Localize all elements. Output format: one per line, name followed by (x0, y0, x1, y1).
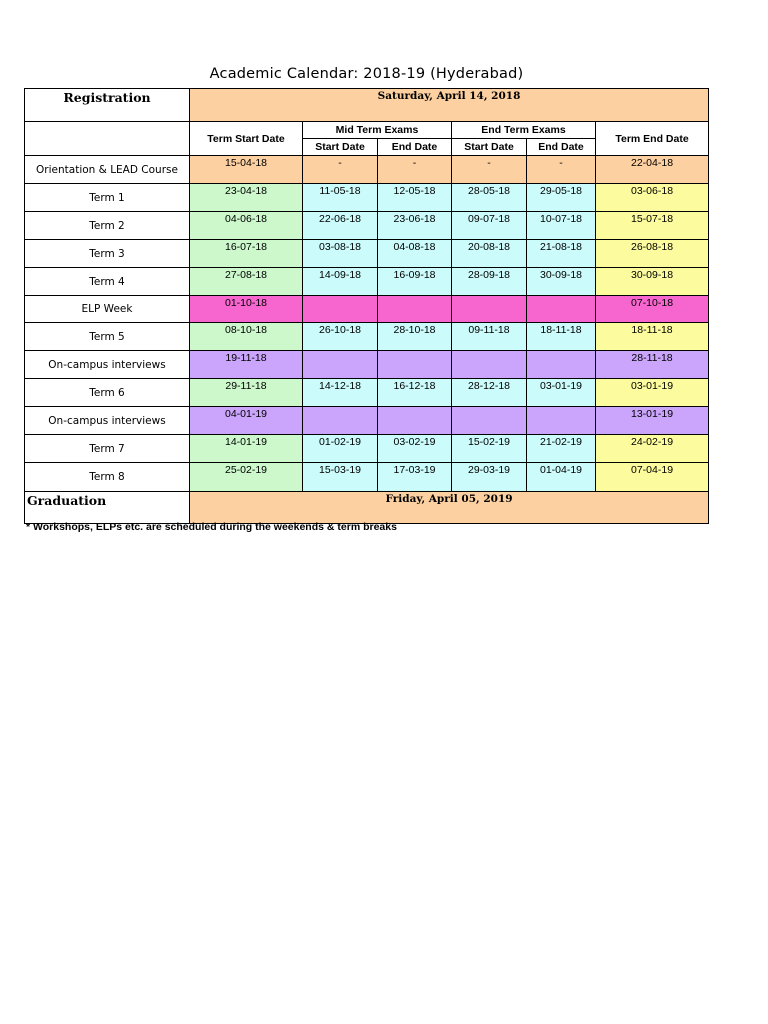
header-end-term: End Term Exams (452, 122, 596, 139)
mid-end-cell: 12-05-18 (378, 184, 452, 212)
mid-start-cell: 26-10-18 (303, 323, 378, 351)
table-row (25, 351, 709, 379)
registration-row (25, 89, 709, 122)
term-end-cell: 28-11-18 (596, 351, 709, 379)
term-start-cell: 14-01-19 (190, 435, 303, 463)
term-end-cell: 07-04-19 (596, 463, 709, 492)
mid-end-cell: 03-02-19 (378, 435, 452, 463)
mid-end-cell: 16-09-18 (378, 268, 452, 296)
mid-end-cell: - (378, 156, 452, 184)
mid-end-cell: 17-03-19 (378, 463, 452, 492)
row-label: On-campus interviews (25, 407, 190, 435)
end-end-cell (527, 407, 596, 435)
term-start-cell: 01-10-18 (190, 296, 303, 323)
graduation-date: Friday, April 05, 2019 (190, 492, 709, 524)
end-start-cell (452, 407, 527, 435)
footnote: * Workshops, ELPs etc. are scheduled during the weekends & term breaks (26, 521, 397, 533)
term-end-cell: 15-07-18 (596, 212, 709, 240)
term-end-cell: 22-04-18 (596, 156, 709, 184)
end-end-cell: 29-05-18 (527, 184, 596, 212)
header-mid-start: Start Date (303, 139, 378, 156)
row-label: ELP Week (25, 296, 190, 323)
term-end-cell: 03-01-19 (596, 379, 709, 407)
table-row (25, 435, 709, 463)
table-row (25, 156, 709, 184)
end-start-cell: 29-03-19 (452, 463, 527, 492)
end-end-cell: - (527, 156, 596, 184)
row-label: Term 6 (25, 379, 190, 407)
end-start-cell: 09-11-18 (452, 323, 527, 351)
term-start-cell: 19-11-18 (190, 351, 303, 379)
mid-start-cell: 03-08-18 (303, 240, 378, 268)
mid-start-cell (303, 407, 378, 435)
table-row (25, 323, 709, 351)
header-end-start: Start Date (452, 139, 527, 156)
table-row (25, 212, 709, 240)
table-row (25, 240, 709, 268)
term-start-cell: 04-01-19 (190, 407, 303, 435)
graduation-row (25, 492, 709, 524)
end-end-cell: 03-01-19 (527, 379, 596, 407)
mid-end-cell: 28-10-18 (378, 323, 452, 351)
row-label: Term 4 (25, 268, 190, 296)
end-end-cell: 30-09-18 (527, 268, 596, 296)
header-term-start: Term Start Date (190, 122, 303, 156)
end-start-cell (452, 351, 527, 379)
mid-start-cell: 11-05-18 (303, 184, 378, 212)
row-label: Term 2 (25, 212, 190, 240)
mid-start-cell: 01-02-19 (303, 435, 378, 463)
mid-end-cell: 23-06-18 (378, 212, 452, 240)
end-end-cell: 21-02-19 (527, 435, 596, 463)
table-row (25, 463, 709, 492)
mid-start-cell (303, 296, 378, 323)
row-label: Term 8 (25, 463, 190, 492)
term-end-cell: 24-02-19 (596, 435, 709, 463)
term-end-cell: 30-09-18 (596, 268, 709, 296)
table-row (25, 407, 709, 435)
mid-start-cell: - (303, 156, 378, 184)
row-label: On-campus interviews (25, 351, 190, 379)
term-end-cell: 26-08-18 (596, 240, 709, 268)
mid-start-cell (303, 351, 378, 379)
end-end-cell: 18-11-18 (527, 323, 596, 351)
header-blank (25, 122, 190, 156)
end-end-cell: 01-04-19 (527, 463, 596, 492)
table-row (25, 184, 709, 212)
registration-label: Registration (25, 89, 190, 122)
registration-date: Saturday, April 14, 2018 (190, 89, 709, 122)
end-start-cell: - (452, 156, 527, 184)
term-start-cell: 27-08-18 (190, 268, 303, 296)
end-end-cell: 21-08-18 (527, 240, 596, 268)
mid-start-cell: 15-03-19 (303, 463, 378, 492)
term-start-cell: 15-04-18 (190, 156, 303, 184)
term-start-cell: 23-04-18 (190, 184, 303, 212)
term-start-cell: 04-06-18 (190, 212, 303, 240)
mid-end-cell: 16-12-18 (378, 379, 452, 407)
row-label: Term 7 (25, 435, 190, 463)
end-end-cell (527, 296, 596, 323)
term-end-cell: 03-06-18 (596, 184, 709, 212)
end-start-cell: 20-08-18 (452, 240, 527, 268)
page-title: Academic Calendar: 2018-19 (Hyderabad) (209, 66, 524, 82)
calendar-table (24, 88, 709, 524)
header-row-1 (25, 122, 709, 139)
row-label: Orientation & LEAD Course (25, 156, 190, 184)
end-start-cell (452, 296, 527, 323)
term-start-cell: 08-10-18 (190, 323, 303, 351)
header-end-end: End Date (527, 139, 596, 156)
row-label: Term 1 (25, 184, 190, 212)
header-mid-term: Mid Term Exams (303, 122, 452, 139)
graduation-label: Graduation (25, 492, 190, 524)
row-label: Term 3 (25, 240, 190, 268)
row-label: Term 5 (25, 323, 190, 351)
header-mid-end: End Date (378, 139, 452, 156)
mid-start-cell: 22-06-18 (303, 212, 378, 240)
term-start-cell: 16-07-18 (190, 240, 303, 268)
mid-end-cell (378, 296, 452, 323)
term-end-cell: 13-01-19 (596, 407, 709, 435)
mid-end-cell (378, 351, 452, 379)
mid-end-cell (378, 407, 452, 435)
term-start-cell: 29-11-18 (190, 379, 303, 407)
term-end-cell: 18-11-18 (596, 323, 709, 351)
end-end-cell (527, 351, 596, 379)
end-start-cell: 28-12-18 (452, 379, 527, 407)
end-start-cell: 28-05-18 (452, 184, 527, 212)
mid-start-cell: 14-09-18 (303, 268, 378, 296)
table-row (25, 379, 709, 407)
term-end-cell: 07-10-18 (596, 296, 709, 323)
end-start-cell: 09-07-18 (452, 212, 527, 240)
end-start-cell: 15-02-19 (452, 435, 527, 463)
end-end-cell: 10-07-18 (527, 212, 596, 240)
header-term-end: Term End Date (596, 122, 709, 156)
mid-start-cell: 14-12-18 (303, 379, 378, 407)
term-start-cell: 25-02-19 (190, 463, 303, 492)
end-start-cell: 28-09-18 (452, 268, 527, 296)
table-row (25, 268, 709, 296)
table-row (25, 296, 709, 323)
mid-end-cell: 04-08-18 (378, 240, 452, 268)
